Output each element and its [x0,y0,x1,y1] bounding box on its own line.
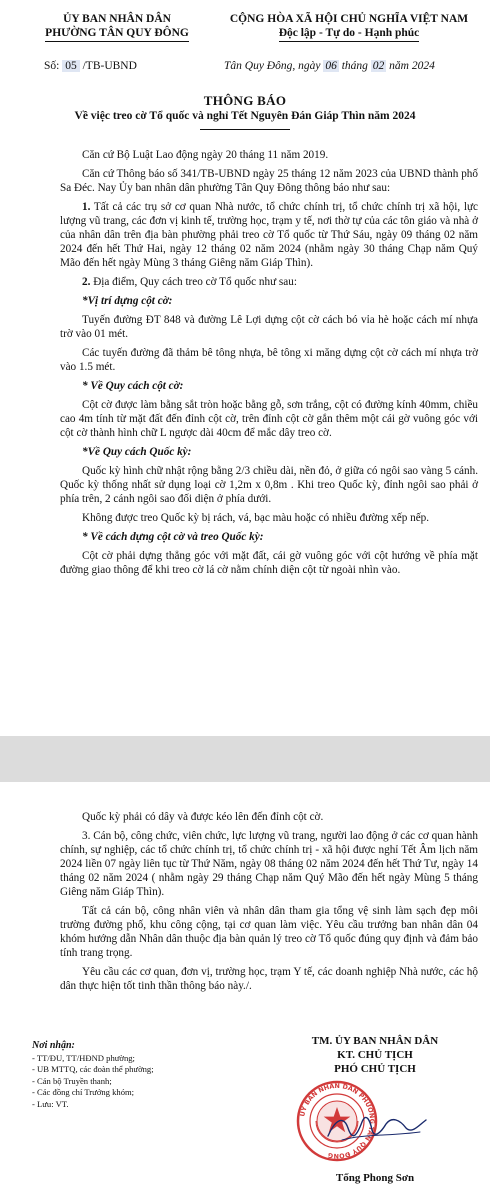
paragraph: Cột cờ phải dựng thẳng góc với mặt đất, cái gờ vuông góc với cột hướng về phía mặt đường giao thông để khi treo cờ lá cờ nằm chính diện cột từ ngoài nhìn vào. [60,550,478,576]
date-month: 02 [372,60,385,72]
recipient-item: - Lưu: VT. [32,1098,69,1109]
date-day: 06 [325,60,337,72]
sign-line-3: PHÓ CHỦ TỊCH [334,1063,416,1075]
section-heading: * Về Quy cách cột cờ: [82,380,184,392]
recipient-item: - Cán bộ Truyền thanh; [32,1075,112,1086]
national-motto [214,12,484,42]
document-date [224,60,435,72]
paragraph [60,275,478,289]
document-page-2 [0,782,490,1200]
sign-line-2: KT. CHỦ TỊCH [337,1049,413,1061]
org-line-2: PHƯỜNG TÂN QUY ĐÔNG [45,26,189,42]
paragraph: Quốc kỳ hình chữ nhật rộng bằng 2/3 chiều dài, nền đỏ, ở giữa có ngôi sao vàng 5 cánh. Quốc kỳ thống nhất sử dụng loại cờ 1,2m x 0,8m . Khi treo Quốc kỳ, đỉnh ngôi sao phải ở phía trên, 2 cánh ngôi sao đối diện ở phía dưới. [60,465,478,505]
page2-body [60,810,478,998]
paragraph: Không được treo Quốc kỳ bị rách, vá, bạc màu hoặc có nhiều đường xếp nếp. [82,512,430,524]
paragraph: Tuyến đường ĐT 848 và đường Lê Lợi dựng cột cờ cách bó vỉa hè hoặc cách mí nhựa trờ vào 01 mét. [60,314,478,340]
paragraph: Căn cứ Thông báo số 341/TB-UBND ngày 25 tháng 12 năm 2023 của UBND thành phố Sa Đéc. Nay Ủy ban nhân dân phường Tân Quy Đông thông báo như sau: [60,168,478,194]
paragraph [60,200,478,270]
nation-line-2: Độc lập - Tự do - Hạnh phúc [279,26,420,42]
section-number: 2. [82,276,91,288]
section-number: 1. [82,201,91,213]
recipient-item: - Các đồng chí Trưởng khóm; [32,1087,135,1097]
paragraph: Các tuyến đường đã thảm bê tông nhựa, bê tông xi măng dựng cột cờ cách mí nhựa trờ vào 1.5 mét. [60,347,478,373]
recipients-list [32,1040,212,1110]
issuing-organization [38,12,196,42]
paragraph: Tất cả cán bộ, công nhân viên và nhân dân tham gia tổng vệ sinh làm sạch đẹp môi trường đường phố, khu công cộng, tại cơ quan làm việc. Yêu cầu trưởng ban nhân dân 04 khóm hướng dẫn Nhân dân thuộc địa bàn quản lý treo cờ Tổ quốc đúng quy định và đảm bảo tính trang trọng. [60,905,478,959]
date-mid: tháng [338,60,371,72]
section-heading: *Vị trí dựng cột cờ: [82,295,173,307]
sign-line-1: TM. ỦY BAN NHÂN DÂN [311,1035,439,1047]
org-line-1: ỦY BAN NHÂN DÂN [63,13,171,25]
section-heading: * Về cách dựng cột cờ và treo Quốc kỳ: [82,531,264,543]
signer-name: Tống Phong Sơn [335,1172,415,1184]
paragraph: 3. Cán bộ, công chức, viên chức, lực lượng vũ trang, người lao động ở các cơ quan hành chính, sự nghiệp, các tổ chức chính trị, tổ chức chính trị - xã hội được nghỉ Tết Âm lịch năm 2024 liền 07 ngày liên tục từ Thứ Năm, ngày 08 tháng 02 năm 2024 đến hết Thứ Tư, ngày 14 tháng 02 năm 2024 ( nhằm ngày 29 tháng Chạp năm Quý Mão đến hết ngày Mùng 5 tháng Giêng năm Giáp Thìn). [60,830,478,898]
recipients-heading: Nơi nhận: [32,1040,75,1051]
document-title: THÔNG BÁO [203,93,287,108]
page1-body [60,148,478,582]
paragraph-text: Địa điểm, Quy cách treo cờ Tổ quốc như sau: [90,276,297,288]
paragraph: Quốc kỳ phải có dây và được kéo lên đến đỉnh cột cờ. [82,811,324,823]
docno-number: 05 [62,60,80,72]
paragraph-text: Tất cả các trụ sở cơ quan Nhà nước, tổ chức chính trị, tổ chức chính trị xã hội, lực lượng vũ trang, các đơn vị kinh tế, trường học, trạm y tế, nơi thờ tự của các tôn giáo và nhà ở của nhân dân trên địa bàn phường phải treo cờ Tổ quốc từ Thứ Sáu, ngày 09 tháng 02 năm 2024 đến hết Thứ Hai, ngày 12 tháng 02 năm 2024 (nhằm ngày 30 tháng Chạp năm Quý Mão đến hết ngày Mùng 3 tháng Giêng năm Giáp Thìn). [60,201,478,269]
docno-prefix: Số: [44,60,63,72]
title-divider [200,129,290,130]
docno-suffix: /TB-UBND [79,60,137,72]
document-subtitle: Về việc treo cờ Tổ quốc và nghỉ Tết Nguyên Đán Giáp Thìn năm 2024 [74,110,416,122]
paragraph: Căn cứ Bộ Luật Lao động ngày 20 tháng 11 năm 2019. [82,149,329,161]
recipient-item: - TT/ĐU, TT/HĐND phường; [32,1052,135,1063]
date-suffix: năm 2024 [386,60,435,72]
recipient-item: - UB MTTQ, các đoàn thể phường; [32,1064,154,1074]
paragraph: Yêu cầu các cơ quan, đơn vị, trường học, trạm Y tế, các doanh nghiệp Nhà nước, các hộ dân thực hiện tốt tinh thần thông báo này./. [60,966,478,992]
handwritten-signature-icon [322,1108,432,1148]
signature-block [280,1034,470,1076]
date-prefix: Tân Quy Đông, ngày [224,60,324,72]
section-heading: *Về Quy cách Quốc kỳ: [82,446,192,458]
seal-text-path: ỦY BAN NHÂN DÂN PHƯỜNG TÂN QUY ĐÔNG [298,1081,377,1161]
nation-line-1: CỘNG HÒA XÃ HỘI CHỦ NGHĨA VIỆT NAM [229,13,469,25]
document-number [44,60,137,72]
paragraph: Cột cờ được làm bằng sắt tròn hoặc bằng gỗ, sơn trắng, cột có đường kính 40mm, chiều cao 4m tính từ mặt đất đến đỉnh cột cờ, trên đỉnh cột cờ gắn thêm một cái gờ vuông góc với cột cờ thành hình chữ L ngược dài 40cm để mắc dây treo cờ. [60,399,478,439]
page-separator [0,736,490,782]
